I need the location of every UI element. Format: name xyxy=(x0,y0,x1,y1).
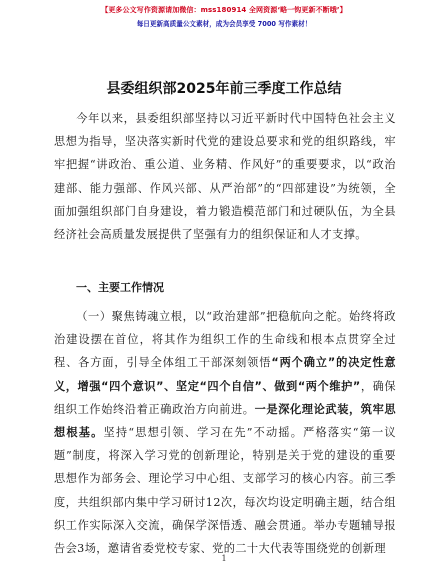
promo-banner-line-1: 【更多公文写作资源请加微信：mss180914 全网资源‘略一钩更新不断哦’】 xyxy=(101,6,347,14)
para-bold-1: “两个确立”的决定性意义，增强“四个意识”、坚定“四个自信”、做到“两个维护” xyxy=(54,356,397,393)
section-heading: 一、主要工作情况 xyxy=(76,281,164,294)
para-text-3: 坚持“思想引领、学习在先”不动摇。严格落实“第一议题”制度，将深入学习党的创新理论，特别是关于党的建设的重要思想作为部务会、理论学习中心组、支部学习的核心内容。前三季度，共组织部内集中学习研讨12次，每次均设定明确主题，结合组织工作实际深入交流，确保学深悟透、融会贯通。举办专题辅导报告会3场，邀请省委党校专家、党的二十大代表等围绕党的创新理 xyxy=(54,426,396,556)
document-title: 县委组织部2025年前三季度工作总结 xyxy=(106,81,342,97)
para-bold-2: 一是深化理论武装，筑牢思想根基。 xyxy=(54,402,396,440)
promo-banner-line-2: 每日更新高质量公文素材，成为会员享受 7000 写作素材！ xyxy=(136,20,312,28)
intro-paragraph xyxy=(54,107,396,246)
section-paragraph xyxy=(54,305,396,560)
page-number: 1 xyxy=(221,554,227,563)
para-text-1: （一）聚焦铸魂立根，以“政治建部”把稳航向之舵。始终将政治建设摆在首位，将其作为组织工作的生命线和根本点贯穿全过程、各方面，引导全体组工干部深刻领悟 xyxy=(54,310,396,370)
para-text-2: ，确保组织工作始终沿着正确政治方向前进。 xyxy=(54,379,396,416)
intro-text: 今年以来，县委组织部坚持以习近平新时代中国特色社会主义思想为指导，坚决落实新时代党的建设总要求和党的组织路线，牢牢把握“讲政治、重公道、业务精、作风好”的重要要求，以“政治建部、能力强部、作风兴部、从严治部”的“四部建设”为统领，全面加强组织部门自身建设，着力锻造模范部门和过硬队伍，为全县经济社会高质量发展提供了坚强有力的组织保证和人才支撑。 xyxy=(54,112,396,242)
